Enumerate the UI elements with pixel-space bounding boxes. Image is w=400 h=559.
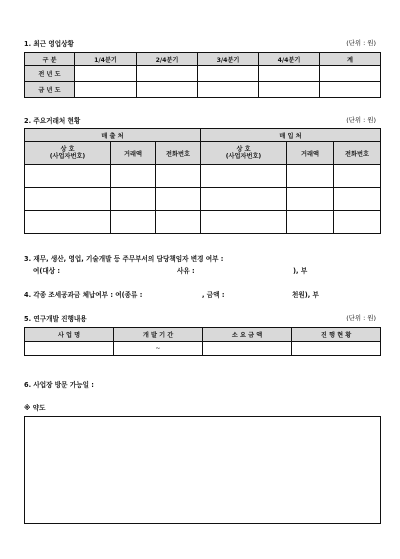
section4-amount-label: , 금액 : [202,291,225,299]
section5-unit: (단위 : 원) [346,314,376,322]
section4-tax-label: 4. 각종 조세공과금 체납여부 : 여(종류 : [24,291,143,299]
cell-input[interactable] [287,211,334,234]
sales-status-table [24,52,381,98]
cell-input[interactable] [25,211,111,234]
col-purchase-amount: 거래액 [287,142,334,165]
header-category: 구 분 [25,53,75,66]
cell-input[interactable] [111,211,156,234]
cell-input[interactable] [259,82,320,98]
section3-target-label: 여(대상 : [33,267,61,275]
cell-input[interactable] [320,66,381,82]
cell-input[interactable] [198,82,259,98]
col-name-label: 상 호 [60,145,75,153]
row-label-last-year: 전 년 도 [25,66,75,82]
sketch-box[interactable] [24,416,381,524]
cell-input[interactable] [334,211,381,234]
header-total: 계 [320,53,381,66]
cell-input[interactable] [320,82,381,98]
group-sales: 매 출 처 [25,129,201,142]
cell-input[interactable] [75,66,137,82]
section6-title: 6. 사업장 방문 가능일 : [24,381,94,389]
cell-input[interactable] [201,211,287,234]
cell-input[interactable] [156,211,201,234]
cell-input[interactable] [137,82,198,98]
section1-title: 1. 최근 영업상황 [24,40,74,48]
col-sales-amount: 거래액 [111,142,156,165]
header-q1: 1/4분기 [75,53,137,66]
col-purchase-name [201,142,287,165]
header-progress: 진 행 현 황 [292,328,381,342]
section3-title: 3. 재무, 생산, 영업, 기술개발 등 주무부서의 담당책임자 변경 여부 : [24,255,224,263]
header-q2: 2/4분기 [137,53,198,66]
row-label-this-year: 금 년 도 [25,82,75,98]
trade-partners-table [24,128,381,234]
cell-input[interactable] [201,165,287,188]
period-cell[interactable]: ~ [114,342,203,356]
section4-no-label: 천원), 부 [292,291,319,299]
rnd-table [24,327,381,356]
col-purchase-phone: 전화번호 [334,142,381,165]
header-q4: 4/4분기 [259,53,320,66]
cell-input[interactable] [111,165,156,188]
section1-unit: (단위 : 원) [346,39,376,47]
col-bizno-label: (사업자번호) [49,153,86,160]
section3-no-label: ), 부 [293,267,308,275]
cell-input[interactable] [203,342,292,356]
cell-input[interactable] [25,342,114,356]
cell-input[interactable] [287,188,334,211]
header-q3: 3/4분기 [198,53,259,66]
section2-unit: (단위 : 원) [346,116,376,124]
section3-reason-label: 사유 : [177,267,195,275]
col-name-label: 상 호 [236,145,251,153]
cell-input[interactable] [292,342,381,356]
cell-input[interactable] [259,66,320,82]
cell-input[interactable] [287,165,334,188]
cell-input[interactable] [25,188,111,211]
cell-input[interactable] [334,188,381,211]
header-required-amount: 소 요 금 액 [203,328,292,342]
header-project-name: 사 업 명 [25,328,114,342]
group-purchase: 매 입 처 [201,129,381,142]
cell-input[interactable] [198,66,259,82]
section2-title: 2. 주요거래처 현황 [24,117,81,125]
cell-input[interactable] [156,165,201,188]
cell-input[interactable] [201,188,287,211]
header-dev-period: 개 발 기 간 [114,328,203,342]
col-sales-phone: 전화번호 [156,142,201,165]
col-sales-name [25,142,111,165]
cell-input[interactable] [137,66,198,82]
col-bizno-label: (사업자번호) [225,153,262,160]
cell-input[interactable] [25,165,111,188]
cell-input[interactable] [111,188,156,211]
sketch-title: ※ 약도 [24,404,46,412]
cell-input[interactable] [334,165,381,188]
cell-input[interactable] [156,188,201,211]
section5-title: 5. 연구개발 진행내용 [24,315,87,323]
cell-input[interactable] [75,82,137,98]
